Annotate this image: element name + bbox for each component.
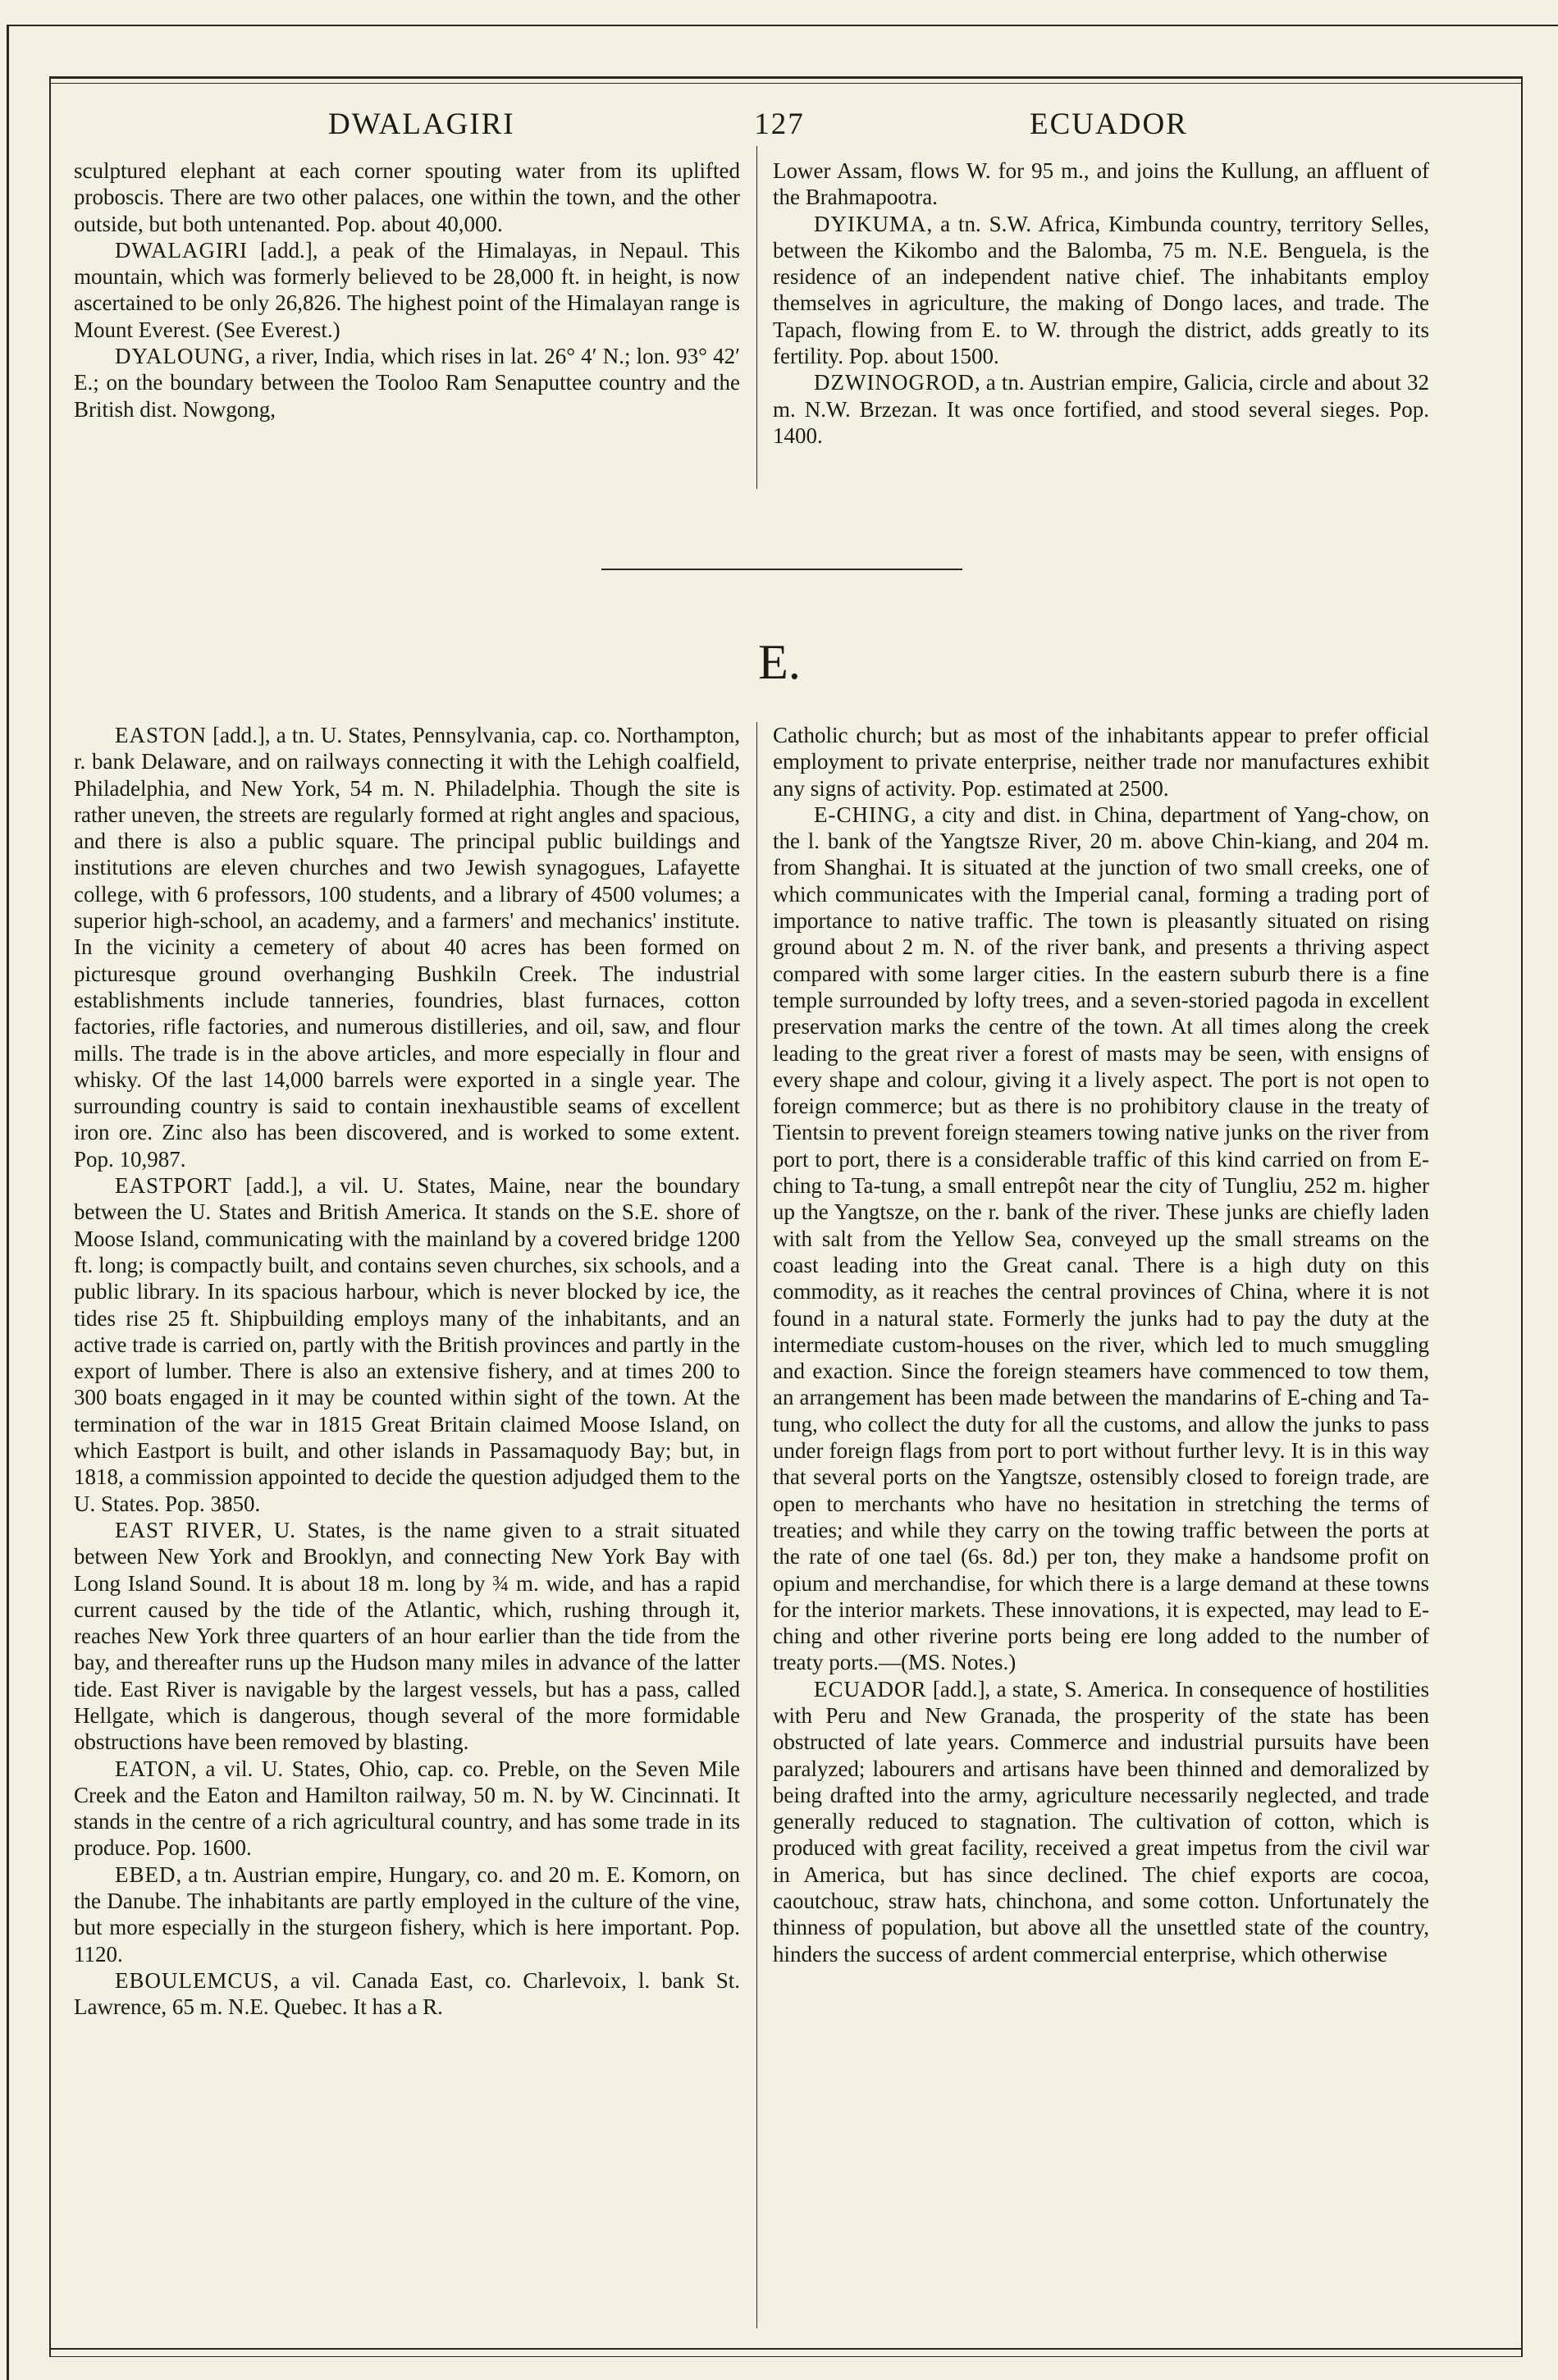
gazetteer-entry <box>773 802 1429 1676</box>
entry-body: , a tn. Austrian empire, Hungary, co. and 20 m. E. Komorn, on the Danube. The inhabitants are partly employed in the culture of the vine, but more especially in the sturgeon fishery, which is here important. Pop. 1120. <box>74 1862 740 1967</box>
entry-headword: ECUADOR <box>814 1676 927 1702</box>
bottom-right-column <box>773 722 1429 1967</box>
frame-left-rule <box>49 76 51 2357</box>
entry-headword: EBED <box>115 1862 176 1887</box>
bottom-left-column <box>74 722 740 2021</box>
entry-headword: E-CHING <box>814 802 911 827</box>
frame-top-rule <box>49 76 1523 79</box>
entry-body: , a vil. Canada East, co. Charlevoix, l. bank St. Lawrence, 65 m. N.E. Quebec. It has a R. <box>74 1967 740 2020</box>
outer-top-rule <box>7 25 1558 26</box>
gazetteer-entry <box>74 343 740 423</box>
entry-body: , a city and dist. in China, department of Yang-chow, on the l. bank of the Yangtsze River, 20 m. above Chin-kiang, and 204 m. from Shanghai. It is situated at the junction of two small creeks, one of which communicates with the Imperial canal, forming a trading port of importance to native traffic. The town is pleasantly situated on rising ground about 2 m. N. of the river bank, and presents a thriving aspect compared with some larger cities. In the eastern suburb there is a fine temple surrounded by lofty trees, and a seven-storied pagoda in excellent preservation marks the centre of the town. At all times along the creek leading to the great river a forest of masts may be seen, with ensigns of every shape and colour, giving it a lively aspect. The port is not open to foreign commerce; but as there is no prohibitory clause in the treaty of Tientsin to prevent foreign steamers towing native junks on the river from port to port, there is a considerable traffic of this kind carried on from E-ching to Ta-tung, a small entrepôt near the city of Tungliu, 252 m. higher up the Yangtsze, on the r. bank of the river. These junks are chiefly laden with salt from the Yellow Sea, conveyed up the small streams on the coast leading into the Great canal. There is a high duty on this commodity, as it reaches the central provinces of China, where it is not found in a natural state. Formerly the junks had to pay the duty at the intermediate custom-houses on the river, which led to much smuggling and exaction. Since the foreign steamers have commenced to tow them, an arrangement has been made between the mandarins of E-ching and Ta-tung, who collect the duty for all the customs, and allow the junks to pass under foreign flags from port to port without further levy. It is in this way that several ports on the Yangtsze, ostensibly closed to foreign trade, are open to merchants who have no hesitation in stretching the terms of treaties; and while they carry on the towing traffic between the ports at the rate of one tael (6s. 8d.) per ton, they make a handsome profit on opium and merchandise, for which there is a large demand at these towns for the interior markets. These innovations, it is expected, may lead to E-ching and other riverine ports being ere long added to the number of treaty ports.—(MS. Notes.) <box>773 802 1429 1675</box>
page-number: 127 <box>754 107 805 141</box>
left-edge-rule <box>7 25 9 2380</box>
entry-headword: EATON <box>115 1756 192 1781</box>
entry-body: , a tn. Austrian empire, Galicia, circle and about 32 m. N.W. Brzezan. It was once fortified, and stood several sieges. Pop. 1400. <box>773 370 1429 448</box>
top-left-column <box>74 158 740 423</box>
column-divider-top <box>756 146 757 489</box>
entry-continuation: Catholic church; but as most of the inhabitants appear to prefer official employment to private enterprise, neither trade nor manufactures exhibit any signs of activity. Pop. estimated at 2500. <box>773 723 1429 801</box>
entry-continuation: sculptured elephant at each corner spouting water from its uplifted proboscis. There are two other palaces, one within the town, and the other outside, but both untenanted. Pop. about 40,000. <box>74 158 740 236</box>
running-head-right: ECUADOR <box>1030 107 1188 141</box>
column-divider-bottom <box>756 722 757 2328</box>
gazetteer-entry <box>773 211 1429 370</box>
gazetteer-entry <box>773 1676 1429 1967</box>
frame-top-thin-rule <box>49 83 1523 84</box>
top-right-column <box>773 158 1429 449</box>
entry-body: [add.], a peak of the Himalayas, in Nepaul. This mountain, which was formerly believed to be 28,000 ft. in height, is now ascertained to be only 26,826. The highest point of the Himalayan range is Mount Everest. (See Everest.) <box>74 237 740 342</box>
entry-body: , a tn. S.W. Africa, Kimbunda country, territory Selles, between the Kikombo and the Balomba, 75 m. N.E. Benguela, is the residence of an independent native chief. The inhabitants employ themselves in agriculture, the making of Dongo laces, and trade. The Tapach, flowing from E. to W. through the district, adds greatly to its fertility. Pop. about 1500. <box>773 211 1429 369</box>
gazetteer-entry <box>773 369 1429 449</box>
frame-bottom-rule <box>49 2348 1523 2350</box>
entry-body: , a vil. U. States, Ohio, cap. co. Preble, on the Seven Mile Creek and the Eaton and Hamilton railway, 50 m. N. by W. Cincinnati. It stands in the centre of a rich agricultural country, and has some trade in its produce. Pop. 1600. <box>74 1756 740 1861</box>
gazetteer-entry <box>74 1967 740 2021</box>
entry-headword: DZWINOGROD <box>814 370 975 395</box>
entry-body: [add.], a tn. U. States, Pennsylvania, cap. co. Northampton, r. bank Delaware, and on railways connecting it with the Lehigh coalfield, Philadelphia, and New York, 54 m. N. Philadelphia. Though the site is rather uneven, the streets are regularly formed at right angles and spacious, and there is also a public square. The principal public buildings and institutions are eleven churches and two Jewish synagogues, Lafayette college, with 6 professors, 100 students, and a library of 4500 volumes; a superior high-school, an academy, and a farmers' and mechanics' institute. In the vicinity a cemetery of about 40 acres has been formed on picturesque ground overhanging Bushkiln Creek. The industrial establishments include tanneries, foundries, blast furnaces, cotton factories, rifle factories, and numerous distilleries, and oil, saw, and flour mills. The trade is in the above articles, and more especially in flour and whisky. Of the last 14,000 barrels were exported in a single year. The surrounding country is said to contain inexhaustible seams of excellent iron ore. Zinc also has been discovered, and is worked to some extent. Pop. 10,987. <box>74 723 740 1172</box>
gazetteer-entry <box>74 1517 740 1756</box>
entry-body: [add.], a state, S. America. In consequence of hostilities with Peru and New Granada, the prosperity of the state has been obstructed of late years. Commerce and industrial pursuits have been paralyzed; labourers and artisans have been thinned and demoralized by being drafted into the army, agriculture necessarily neglected, and trade generally reduced to stagnation. The cultivation of cotton, which is produced with great facility, received a great impetus from the civil war in America, but has since declined. The chief exports are cocoa, caoutchouc, straw hats, chinchona, and some cotton. Unfortunately the thinness of population, but above all the unsettled state of the country, hinders the success of ardent commercial enterprise, which otherwise <box>773 1676 1429 1967</box>
entry-continuation: Lower Assam, flows W. for 95 m., and joins the Kullung, an affluent of the Brahmapootra. <box>773 158 1429 210</box>
gazetteer-entry <box>74 237 740 343</box>
gazetteer-entry <box>74 1172 740 1517</box>
entry-headword: DYIKUMA <box>814 211 927 236</box>
running-head-left: DWALAGIRI <box>328 107 515 141</box>
entry-body: [add.], a vil. U. States, Maine, near the boundary between the U. States and British America. It stands on the S.E. shore of Moose Island, communicating with the mainland by a covered bridge 1200 ft. long; is compactly built, and contains seven churches, six schools, and a public library. In its spacious harbour, which is never blocked by ice, the tides rise 25 ft. Shipbuilding employs many of the inhabitants, and an active trade is carried on, partly with the British provinces and partly in the export of lumber. There is also an extensive fishery, and at times 200 to 300 boats engaged in it may be counted within sight of the town. At the termination of the war in 1815 Great Britain claimed Moose Island, on which Eastport is built, and other islands in Passamaquody Bay; but, in 1818, a commission appointed to decide the question adjudged them to the U. States. Pop. 3850. <box>74 1173 740 1516</box>
gazetteer-entry <box>74 1862 740 1967</box>
gazetteer-entry <box>74 1756 740 1862</box>
entry-body: , U. States, is the name given to a strait situated between New York and Brooklyn, and connecting New York Bay with Long Island Sound. It is about 18 m. long by ¾ m. wide, and has a rapid current caused by the tide of the Atlantic, which, rushing through it, reaches New York three quarters of an hour earlier than the tide from the bay, and thereafter runs up the Hudson many miles in advance of the latter tide. East River is navigable by the largest vessels, but has a pass, called Hellgate, which is dangerous, though several of the more formidable obstructions have been removed by blasting. <box>74 1517 740 1755</box>
entry-headword: EAST RIVER <box>115 1517 257 1542</box>
frame-bottom-thin-rule <box>49 2356 1523 2357</box>
entry-headword: DWALAGIRI <box>115 237 248 263</box>
entry-headword: DYALOUNG <box>115 344 244 369</box>
section-letter-heading: E. <box>758 635 801 689</box>
entry-body: , a river, India, which rises in lat. 26° 4′ N.; lon. 93° 42′ E.; on the boundary between the Tooloo Ram Senaputtee country and the British dist. Nowgong, <box>74 344 740 422</box>
gazetteer-entry <box>74 722 740 1172</box>
section-separator-rule <box>601 569 962 570</box>
entry-headword: EBOULEMCUS <box>115 1967 274 1993</box>
entry-headword: EASTPORT <box>115 1173 232 1199</box>
entry-headword: EASTON <box>115 723 208 747</box>
frame-right-rule <box>1521 76 1523 2357</box>
